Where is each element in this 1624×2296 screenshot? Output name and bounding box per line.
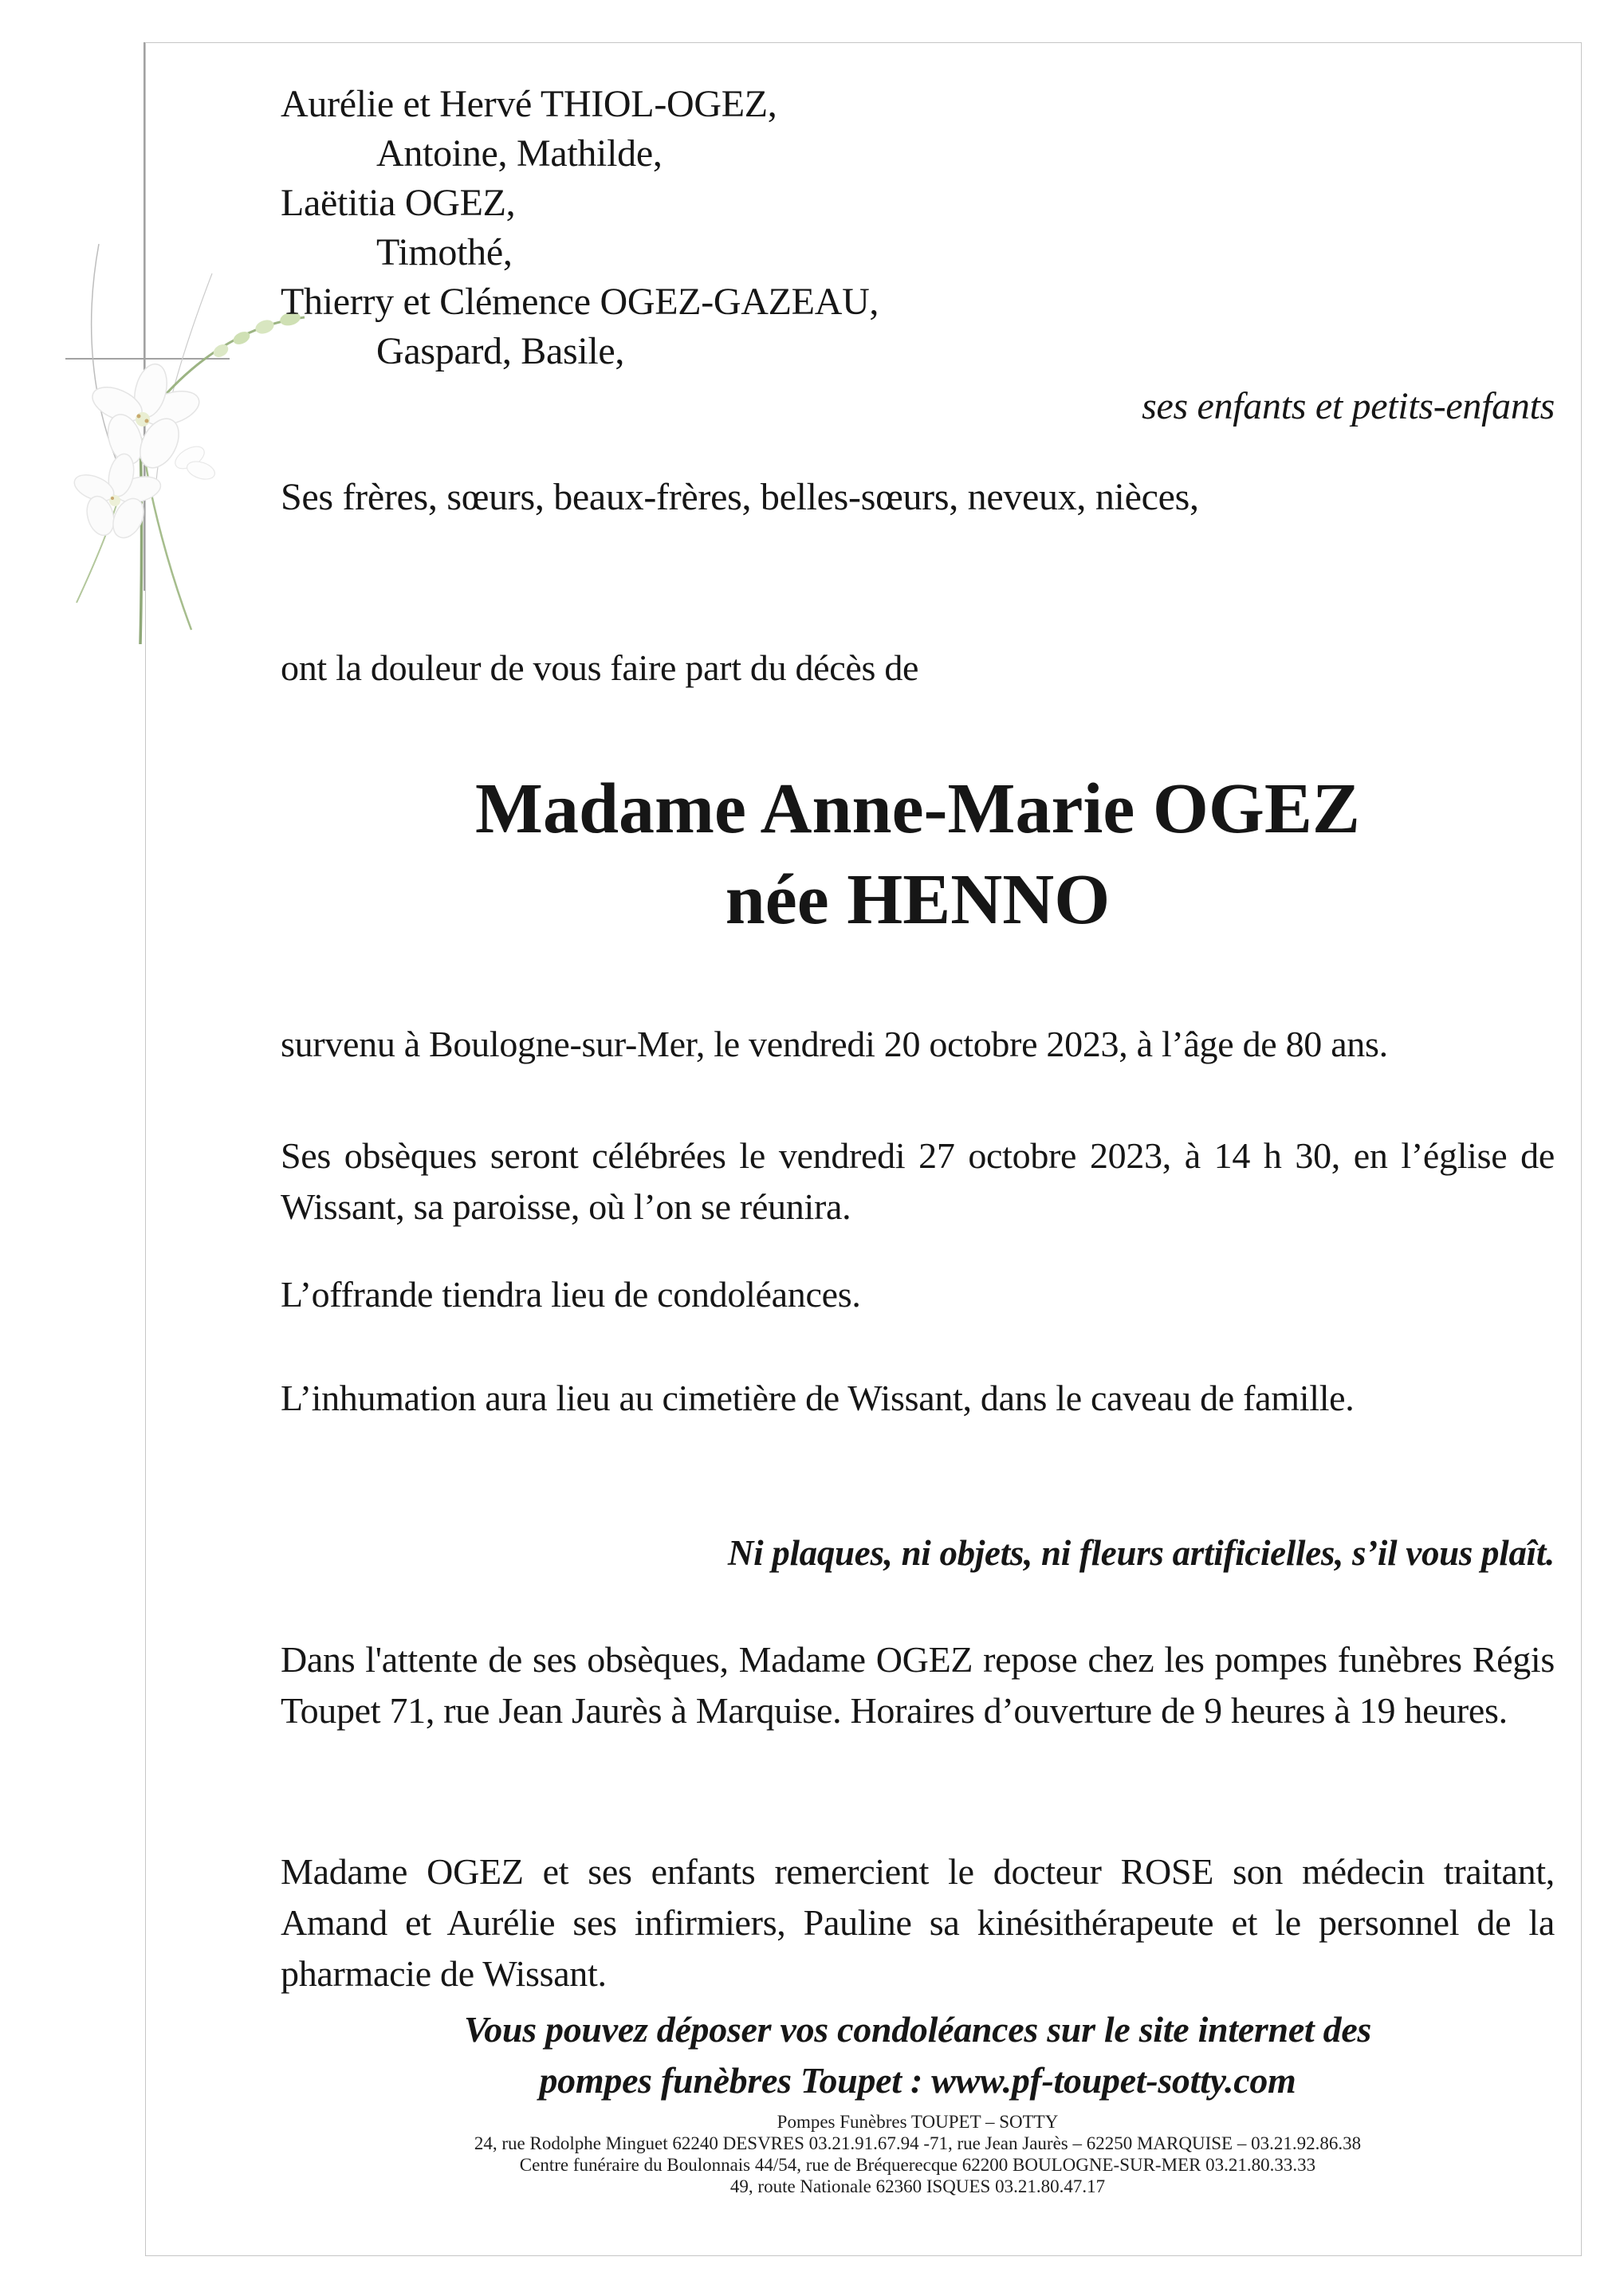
siblings-line: Ses frères, sœurs, beaux-frères, belles-sœurs, neveux, nièces,: [281, 476, 1199, 518]
offering-line: L’offrande tiendra lieu de condoléances.: [281, 1274, 861, 1315]
repose-info: Dans l'attente de ses obsèques, Madame OGEZ repose chez les pompes funèbres Régis Toupet 71, rue Jean Jaurès à Marquise. Horaires d’ouverture de 9 heures à 19 heures.: [281, 1639, 1555, 1731]
footer-address-1: 24, rue Rodolphe Minguet 62240 DESVRES 03.21.91.67.94 -71, rue Jean Jaurès – 62250 MARQUISE – 03.21.92.86.38: [474, 2133, 1362, 2153]
announcement-intro: ont la douleur de vous faire part du décès de: [281, 647, 919, 688]
footer-address-3: 49, route Nationale 62360 ISQUES 03.21.80.47.17: [729, 2176, 1106, 2196]
condolences-website-line2: pompes funèbres Toupet : www.pf-toupet-sotty.com: [539, 2060, 1296, 2101]
condolences-website-note: [281, 2004, 1555, 2106]
footer-address-2: Centre funéraire du Boulonnais 44/54, rue de Bréquerecque 62200 BOULOGNE-SUR-MER 03.21.80.33.33: [519, 2155, 1316, 2175]
deceased-name-title: [281, 764, 1555, 946]
relation-note: ses enfants et petits-enfants: [1142, 385, 1555, 427]
family-line: Laëtitia OGEZ,: [281, 182, 516, 224]
family-line: Aurélie et Hervé THIOL-OGEZ,: [281, 83, 777, 125]
family-line: Thierry et Clémence OGEZ-GAZEAU,: [281, 281, 879, 323]
death-info: survenu à Boulogne-sur-Mer, le vendredi 20 octobre 2023, à l’âge de 80 ans.: [281, 1024, 1388, 1064]
funeral-home-footer: [281, 2111, 1555, 2197]
family-line: Gaspard, Basile,: [376, 330, 625, 372]
family-line: Timothé,: [376, 231, 513, 273]
deceased-name: Madame Anne-Marie OGEZ: [475, 769, 1360, 848]
condolences-website-line1: Vous pouvez déposer vos condoléances sur le site internet des: [463, 2009, 1372, 2050]
family-names-list: [281, 80, 1555, 376]
no-flowers-request: Ni plaques, ni objets, ni fleurs artificielles, s’il vous plaît.: [727, 1533, 1555, 1573]
maiden-name: née HENNO: [725, 860, 1111, 939]
footer-company: Pompes Funèbres TOUPET – SOTTY: [777, 2112, 1059, 2132]
family-line: Antoine, Mathilde,: [376, 132, 663, 175]
funeral-info: Ses obsèques seront célébrées le vendredi 27 octobre 2023, à 14 h 30, en l’église de Wissant, sa paroisse, où l’on se réunira.: [281, 1135, 1555, 1227]
burial-line: L’inhumation aura lieu au cimetière de Wissant, dans le caveau de famille.: [281, 1378, 1355, 1418]
thanks-info: Madame OGEZ et ses enfants remercient le docteur ROSE son médecin traitant, Amand et Aurélie ses infirmiers, Pauline sa kinésithérapeute et le personnel de la pharmacie de Wissant.: [281, 1851, 1555, 1994]
